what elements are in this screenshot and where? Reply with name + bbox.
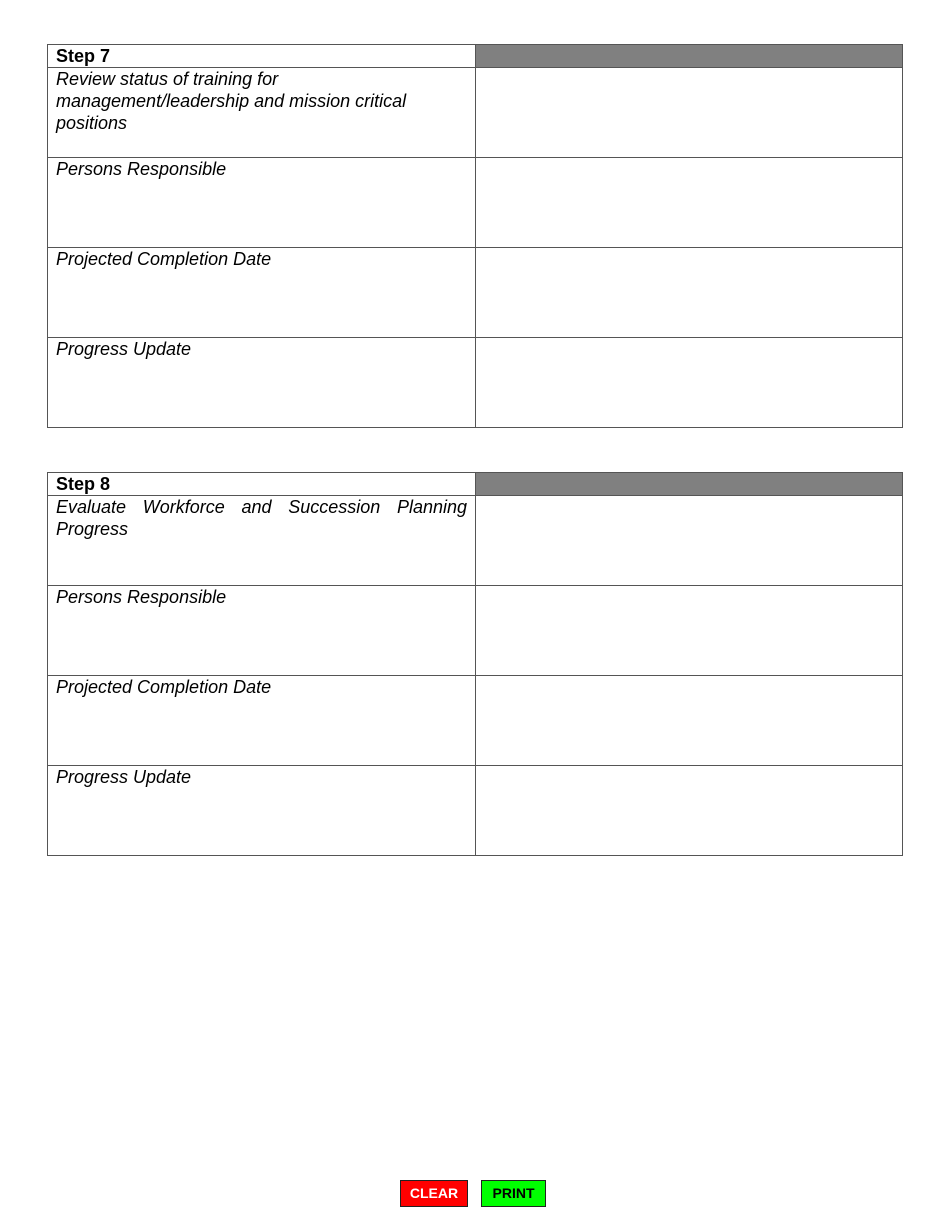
step-description-field[interactable] [476, 496, 903, 586]
progress-update-label: Progress Update [48, 766, 476, 856]
step-description-field[interactable] [476, 68, 903, 158]
persons-responsible-field[interactable] [476, 586, 903, 676]
progress-update-field[interactable] [476, 766, 903, 856]
header-shade [476, 473, 903, 496]
persons-responsible-label: Persons Responsible [48, 586, 476, 676]
step-description: Review status of training for management/leadership and mission critical positions [48, 68, 476, 158]
step-title: Step 8 [48, 473, 476, 496]
progress-update-label: Progress Update [48, 338, 476, 428]
progress-update-field[interactable] [476, 338, 903, 428]
step-8-table [47, 472, 903, 856]
header-shade [476, 45, 903, 68]
print-button[interactable]: PRINT [481, 1180, 546, 1207]
completion-date-field[interactable] [476, 248, 903, 338]
step-7-table [47, 44, 903, 428]
completion-date-field[interactable] [476, 676, 903, 766]
persons-responsible-label: Persons Responsible [48, 158, 476, 248]
step-title: Step 7 [48, 45, 476, 68]
persons-responsible-field[interactable] [476, 158, 903, 248]
completion-date-label: Projected Completion Date [48, 248, 476, 338]
step-description: Evaluate Workforce and Succession Planning Progress [48, 496, 476, 586]
completion-date-label: Projected Completion Date [48, 676, 476, 766]
clear-button[interactable]: CLEAR [400, 1180, 468, 1207]
